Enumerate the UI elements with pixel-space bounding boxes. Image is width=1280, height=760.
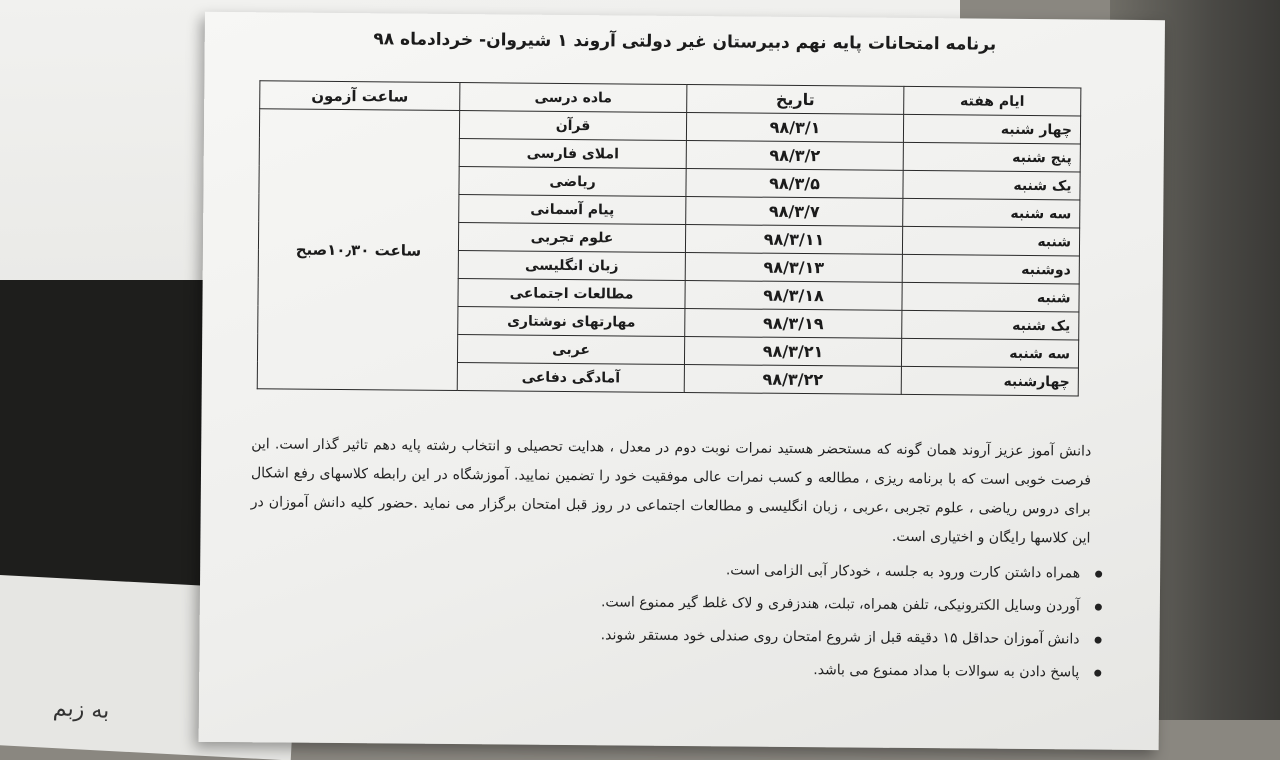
row-date: ۹۸/۳/۱۳ [685, 253, 902, 283]
header-time: ساعت آزمون [260, 81, 460, 111]
list-item: پاسخ دادن به سوالات با مداد ممنوع می باشد. [239, 649, 1099, 690]
header-subject: ماده درسی [460, 83, 687, 113]
row-date: ۹۸/۳/۲ [686, 141, 903, 171]
header-day: ایام هفته [904, 86, 1081, 116]
row-subject: عربی [457, 335, 684, 365]
list-item: همراه داشتن کارت ورود به جلسه ، خودکار آبی الزامی است. [240, 550, 1100, 591]
row-day: یک شنبه [902, 310, 1079, 340]
row-date: ۹۸/۳/۲۲ [684, 365, 901, 395]
table-row [259, 109, 1080, 144]
row-subject: علوم تجربی [458, 223, 685, 253]
row-day: دوشنبه [902, 254, 1079, 284]
document-title: برنامه امتحانات پایه نهم دبیرستان غیر دولتی آروند ۱ شیروان- خردادماه ۹۸ [373, 29, 997, 55]
row-subject: پیام آسمانی [459, 195, 686, 225]
row-day: سه شنبه [901, 338, 1078, 368]
list-item: دانش آموزان حداقل ۱۵ دقیقه قبل از شروع امتحان روی صندلی خود مستقر شوند. [239, 616, 1099, 657]
header-date: تاریخ [687, 85, 904, 115]
row-day: پنج شنبه [903, 142, 1080, 172]
row-date: ۹۸/۳/۷ [686, 197, 903, 227]
row-subject: مهارتهای نوشتاری [458, 307, 685, 337]
row-day: چهار شنبه [903, 114, 1080, 144]
row-subject: زبان انگلیسی [458, 251, 685, 281]
row-date: ۹۸/۳/۱۱ [685, 225, 902, 255]
row-day: چهارشنبه [901, 366, 1078, 396]
row-subject: ریاضی [459, 167, 686, 197]
row-day: شنبه [902, 282, 1079, 312]
row-date: ۹۸/۳/۱۸ [685, 281, 902, 311]
row-subject: قرآن [459, 111, 686, 141]
row-subject: مطالعات اجتماعی [458, 279, 685, 309]
notice-paragraph: دانش آموز عزیز آروند همان گونه که مستحضر هستید نمرات نوبت دوم در معدل ، هدایت تحصیلی و انتخاب رشته پایه دهم تاثیر گذار است. این فرصت خوبی است که با برنامه ریزی ، مطالعه و کسب نمرات عالی موفقیت خود را تضمین نمایید. آموزشگاه در این رابطه کلاسهای رفع اشکال برای دروس ریاضی ، علوم تجربی ،عربی ، زبان انگلیسی و مطالعات اجتماعی در روز قبل امتحان برگزار می نماید .حضور کلیه دانش آموزان در این کلاسها رایگان و اختیاری است. [250, 436, 1092, 547]
exam-schedule-document [199, 12, 1165, 750]
row-subject: آمادگی دفاعی [457, 363, 684, 393]
row-day: یک شنبه [903, 170, 1080, 200]
list-item: آوردن وسایل الکترونیکی، تلفن همراه، تبلت، هندزفری و لاک غلط گیر ممنوع است. [240, 583, 1100, 624]
row-date: ۹۸/۳/۱۹ [685, 309, 902, 339]
rules-list [239, 550, 1122, 690]
exam-schedule-table [257, 80, 1082, 396]
row-day: شنبه [902, 226, 1079, 256]
exam-time-cell: ساعت ۱۰٫۳۰صبح [257, 109, 459, 391]
bottom-sheet-text: به زبم [52, 695, 110, 724]
row-date: ۹۸/۳/۵ [686, 169, 903, 199]
row-subject: املای فارسی [459, 139, 686, 169]
row-date: ۹۸/۳/۱ [686, 113, 903, 143]
row-day: سه شنبه [903, 198, 1080, 228]
row-date: ۹۸/۳/۲۱ [684, 337, 901, 367]
